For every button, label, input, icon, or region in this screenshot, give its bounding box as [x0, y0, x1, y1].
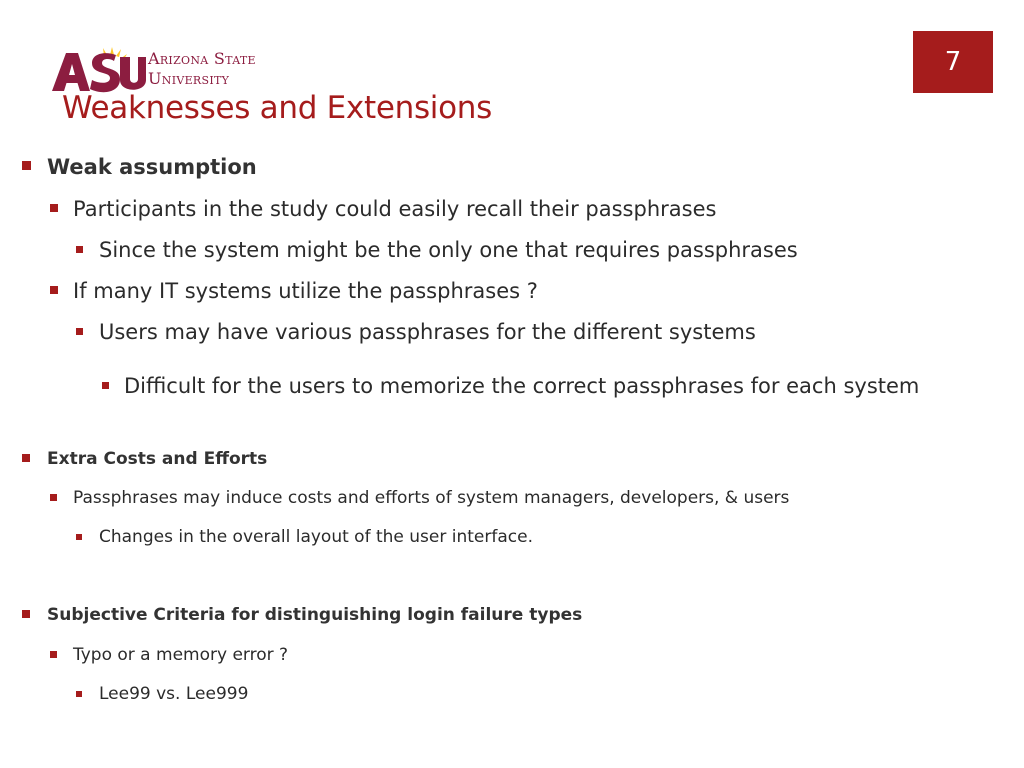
bullet-text: Since the system might be the only one that requires passphrases	[99, 238, 798, 262]
bullet-text: Weak assumption	[47, 155, 257, 179]
bullet-item-level-1	[22, 603, 582, 628]
square-bullet-icon	[76, 246, 83, 253]
square-bullet-icon	[22, 610, 30, 618]
square-bullet-icon	[22, 161, 31, 170]
bullet-text: Difficult for the users to memorize the correct passphrases for each system	[124, 374, 920, 398]
bullet-item-level-1	[22, 152, 257, 182]
asu-logo	[50, 47, 320, 93]
square-bullet-icon	[50, 494, 57, 501]
bullet-text: Passphrases may induce costs and efforts of system managers, developers, & users	[73, 488, 790, 508]
square-bullet-icon	[50, 286, 58, 294]
slide-number-badge: 7	[913, 31, 993, 93]
bullet-item-level-3	[76, 682, 248, 707]
square-bullet-icon	[50, 204, 58, 212]
bullet-text: Lee99 vs. Lee999	[99, 684, 249, 704]
bullet-item-level-2	[50, 486, 789, 511]
bullet-text: Subjective Criteria for distinguishing login failure types	[47, 605, 583, 625]
asu-logo-mark-icon	[50, 47, 146, 93]
bullet-text: Participants in the study could easily recall their passphrases	[73, 197, 717, 221]
asu-logo-wordmark	[148, 51, 256, 87]
logo-line-1: Arizona State	[148, 49, 256, 68]
bullet-item-level-2	[50, 194, 716, 224]
bullet-item-level-4	[102, 371, 919, 401]
logo-line-2: University	[148, 69, 230, 88]
slide-title: Weaknesses and Extensions	[62, 90, 492, 126]
square-bullet-icon	[102, 382, 109, 389]
square-bullet-icon	[76, 534, 82, 540]
bullet-item-level-1	[22, 447, 267, 472]
bullet-item-level-2	[50, 643, 288, 668]
square-bullet-icon	[50, 651, 57, 658]
bullet-item-level-3	[76, 317, 756, 347]
square-bullet-icon	[76, 691, 82, 697]
square-bullet-icon	[22, 454, 30, 462]
bullet-text: If many IT systems utilize the passphrases ?	[73, 279, 538, 303]
bullet-text: Typo or a memory error ?	[73, 645, 289, 665]
bullet-item-level-3	[76, 525, 533, 550]
bullet-text: Users may have various passphrases for the different systems	[99, 320, 756, 344]
square-bullet-icon	[76, 328, 83, 335]
bullet-item-level-2	[50, 276, 538, 306]
bullet-text: Extra Costs and Efforts	[47, 449, 268, 469]
bullet-item-level-3	[76, 235, 798, 265]
bullet-text: Changes in the overall layout of the user interface.	[99, 527, 533, 547]
